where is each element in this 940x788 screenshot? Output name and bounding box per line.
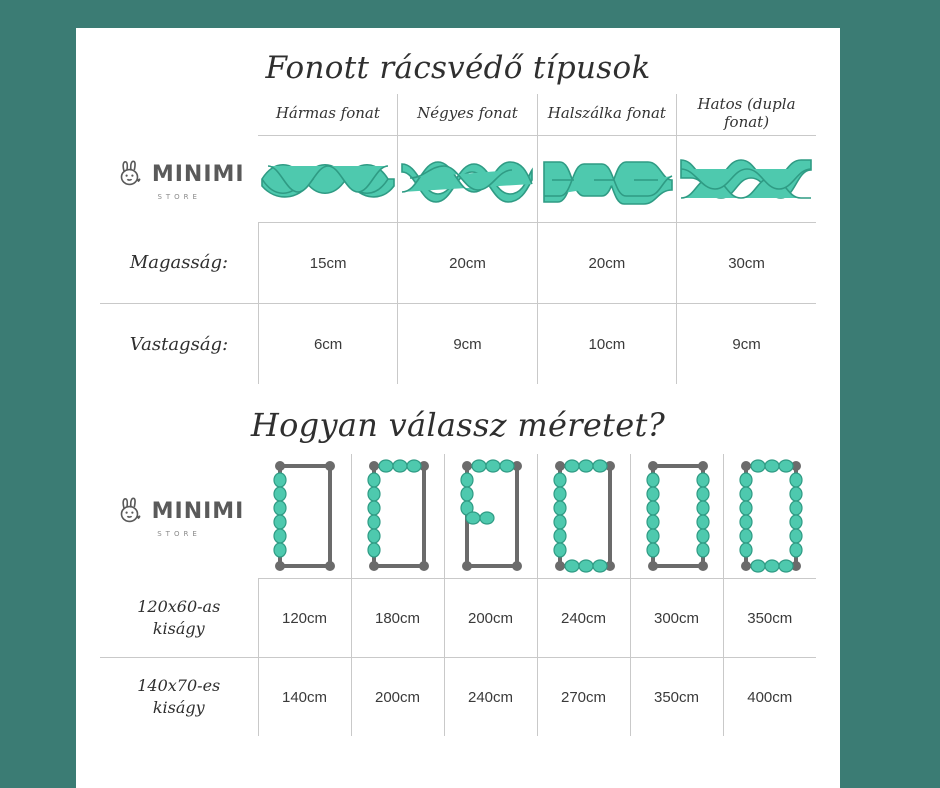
braid-value-0-3: 30cm: [677, 223, 816, 304]
braid-image-1: [398, 136, 537, 223]
braid-image-row: [100, 136, 816, 223]
size-guide-table: [100, 454, 816, 736]
size-value-0-1: 180cm: [351, 579, 444, 658]
table-row: [100, 223, 816, 304]
size-diagram-5: [723, 454, 816, 579]
braids-section-title: Fonott rácsvédő típusok: [265, 50, 651, 86]
brand-name: MINIMI: [151, 498, 245, 524]
braid-value-0-0: 15cm: [258, 223, 397, 304]
size-value-0-2: 200cm: [444, 579, 537, 658]
size-value-0-4: 300cm: [630, 579, 723, 658]
size-diagram-row: [100, 454, 816, 579]
brand-tagline: STORE: [157, 530, 201, 539]
braid-value-0-2: 20cm: [537, 223, 676, 304]
size-value-0-3: 240cm: [537, 579, 630, 658]
size-value-1-2: 240cm: [444, 658, 537, 737]
size-row-label-1: [100, 658, 258, 737]
brand-tagline: STORE: [157, 193, 201, 201]
braid-column-header-2: Halszálka fonat: [537, 94, 676, 136]
size-diagram-2: [444, 454, 537, 579]
size-value-1-3: 270cm: [537, 658, 630, 737]
size-row-label-0: [100, 579, 258, 658]
size-value-1-5: 400cm: [723, 658, 816, 737]
braid-value-1-2: 10cm: [537, 304, 676, 385]
table-row: [100, 658, 816, 737]
size-diagram-3: [537, 454, 630, 579]
brand-name: MINIMI: [151, 161, 245, 187]
size-value-1-4: 350cm: [630, 658, 723, 737]
size-value-1-1: 200cm: [351, 658, 444, 737]
braid-image-0: [258, 136, 397, 223]
size-diagram-4: [630, 454, 723, 579]
braid-types-table: [100, 94, 816, 384]
size-diagram-0: [258, 454, 351, 579]
brand-logo: [100, 136, 258, 223]
braid-value-1-3: 9cm: [677, 304, 816, 385]
bunny-logo-icon: [114, 494, 148, 528]
braid-row-label-0: Magasság:: [100, 223, 258, 304]
braid-value-0-1: 20cm: [398, 223, 537, 304]
size-value-0-5: 350cm: [723, 579, 816, 658]
brand-logo: [100, 454, 258, 579]
table-header-row: [100, 94, 816, 136]
table-row: [100, 304, 816, 385]
infographic-page: [76, 28, 840, 788]
size-diagram-1: [351, 454, 444, 579]
table-row: [100, 579, 816, 658]
brand-logo-cell: [100, 94, 258, 136]
braid-value-1-0: 6cm: [258, 304, 397, 385]
braid-column-header-0: Hármas fonat: [258, 94, 397, 136]
bunny-logo-icon: [114, 157, 148, 191]
size-value-0-0: 120cm: [258, 579, 351, 658]
size-row-label-1-line1: 140x70-es: [137, 676, 221, 696]
sizes-section-title: Hogyan válassz méretet?: [250, 406, 666, 444]
size-row-label-0-line1: 120x60-as: [137, 597, 221, 617]
braid-column-header-1: Négyes fonat: [398, 94, 537, 136]
braid-column-header-3: Hatos (dupla fonat): [677, 94, 816, 136]
braid-image-2: [537, 136, 676, 223]
size-value-1-0: 140cm: [258, 658, 351, 737]
braid-value-1-1: 9cm: [398, 304, 537, 385]
size-row-label-1-line2: kiságy: [152, 698, 205, 717]
braid-row-label-1: Vastagság:: [129, 333, 229, 355]
braid-image-3: [677, 136, 816, 223]
size-row-label-0-line2: kiságy: [152, 618, 205, 638]
